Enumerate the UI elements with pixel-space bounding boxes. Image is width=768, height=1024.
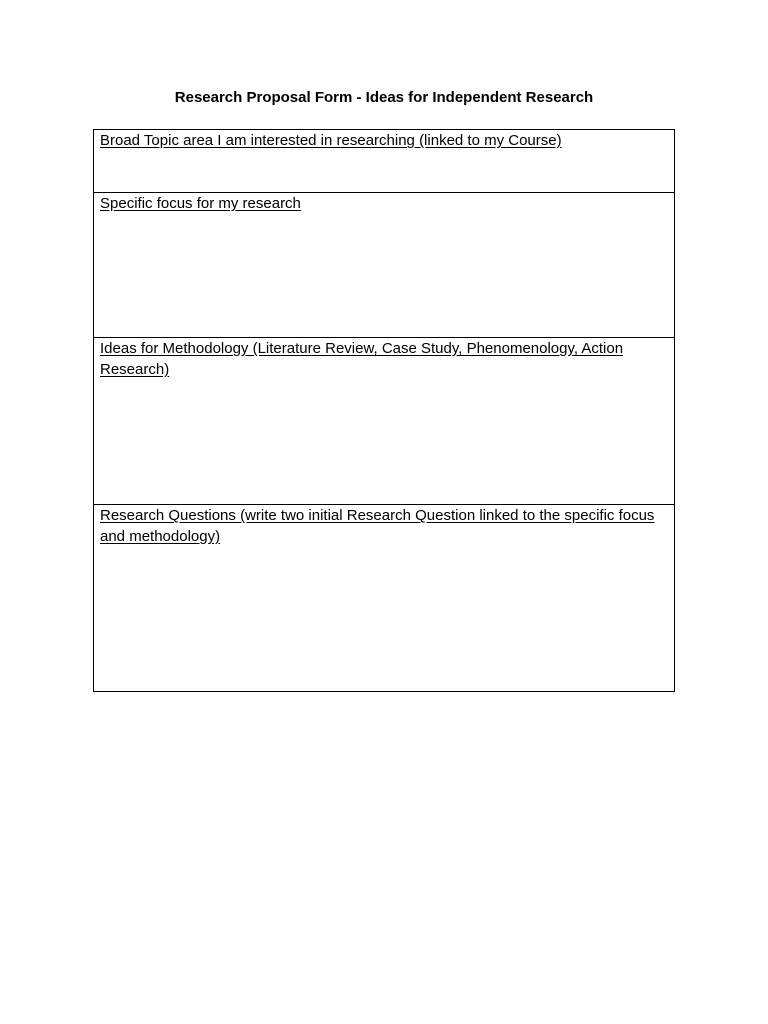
research-questions-label: Research Questions (write two initial Research Question linked to the specific focus and methodology) — [100, 507, 655, 545]
specific-focus-label: Specific focus for my research — [100, 195, 301, 212]
broad-topic-cell[interactable] — [94, 130, 675, 193]
broad-topic-label: Broad Topic area I am interested in researching (linked to my Course) — [100, 132, 562, 149]
methodology-cell[interactable] — [94, 338, 675, 505]
specific-focus-cell[interactable] — [94, 193, 675, 338]
form-row-broad-topic — [94, 130, 675, 193]
form-row-research-questions — [94, 505, 675, 692]
form-row-specific-focus — [94, 193, 675, 338]
research-questions-cell[interactable] — [94, 505, 675, 692]
form-row-methodology — [94, 338, 675, 505]
proposal-form-table — [93, 129, 675, 692]
page-title: Research Proposal Form - Ideas for Independent Research — [174, 89, 594, 106]
methodology-label: Ideas for Methodology (Literature Review, Case Study, Phenomenology, Action Research) — [100, 340, 624, 378]
